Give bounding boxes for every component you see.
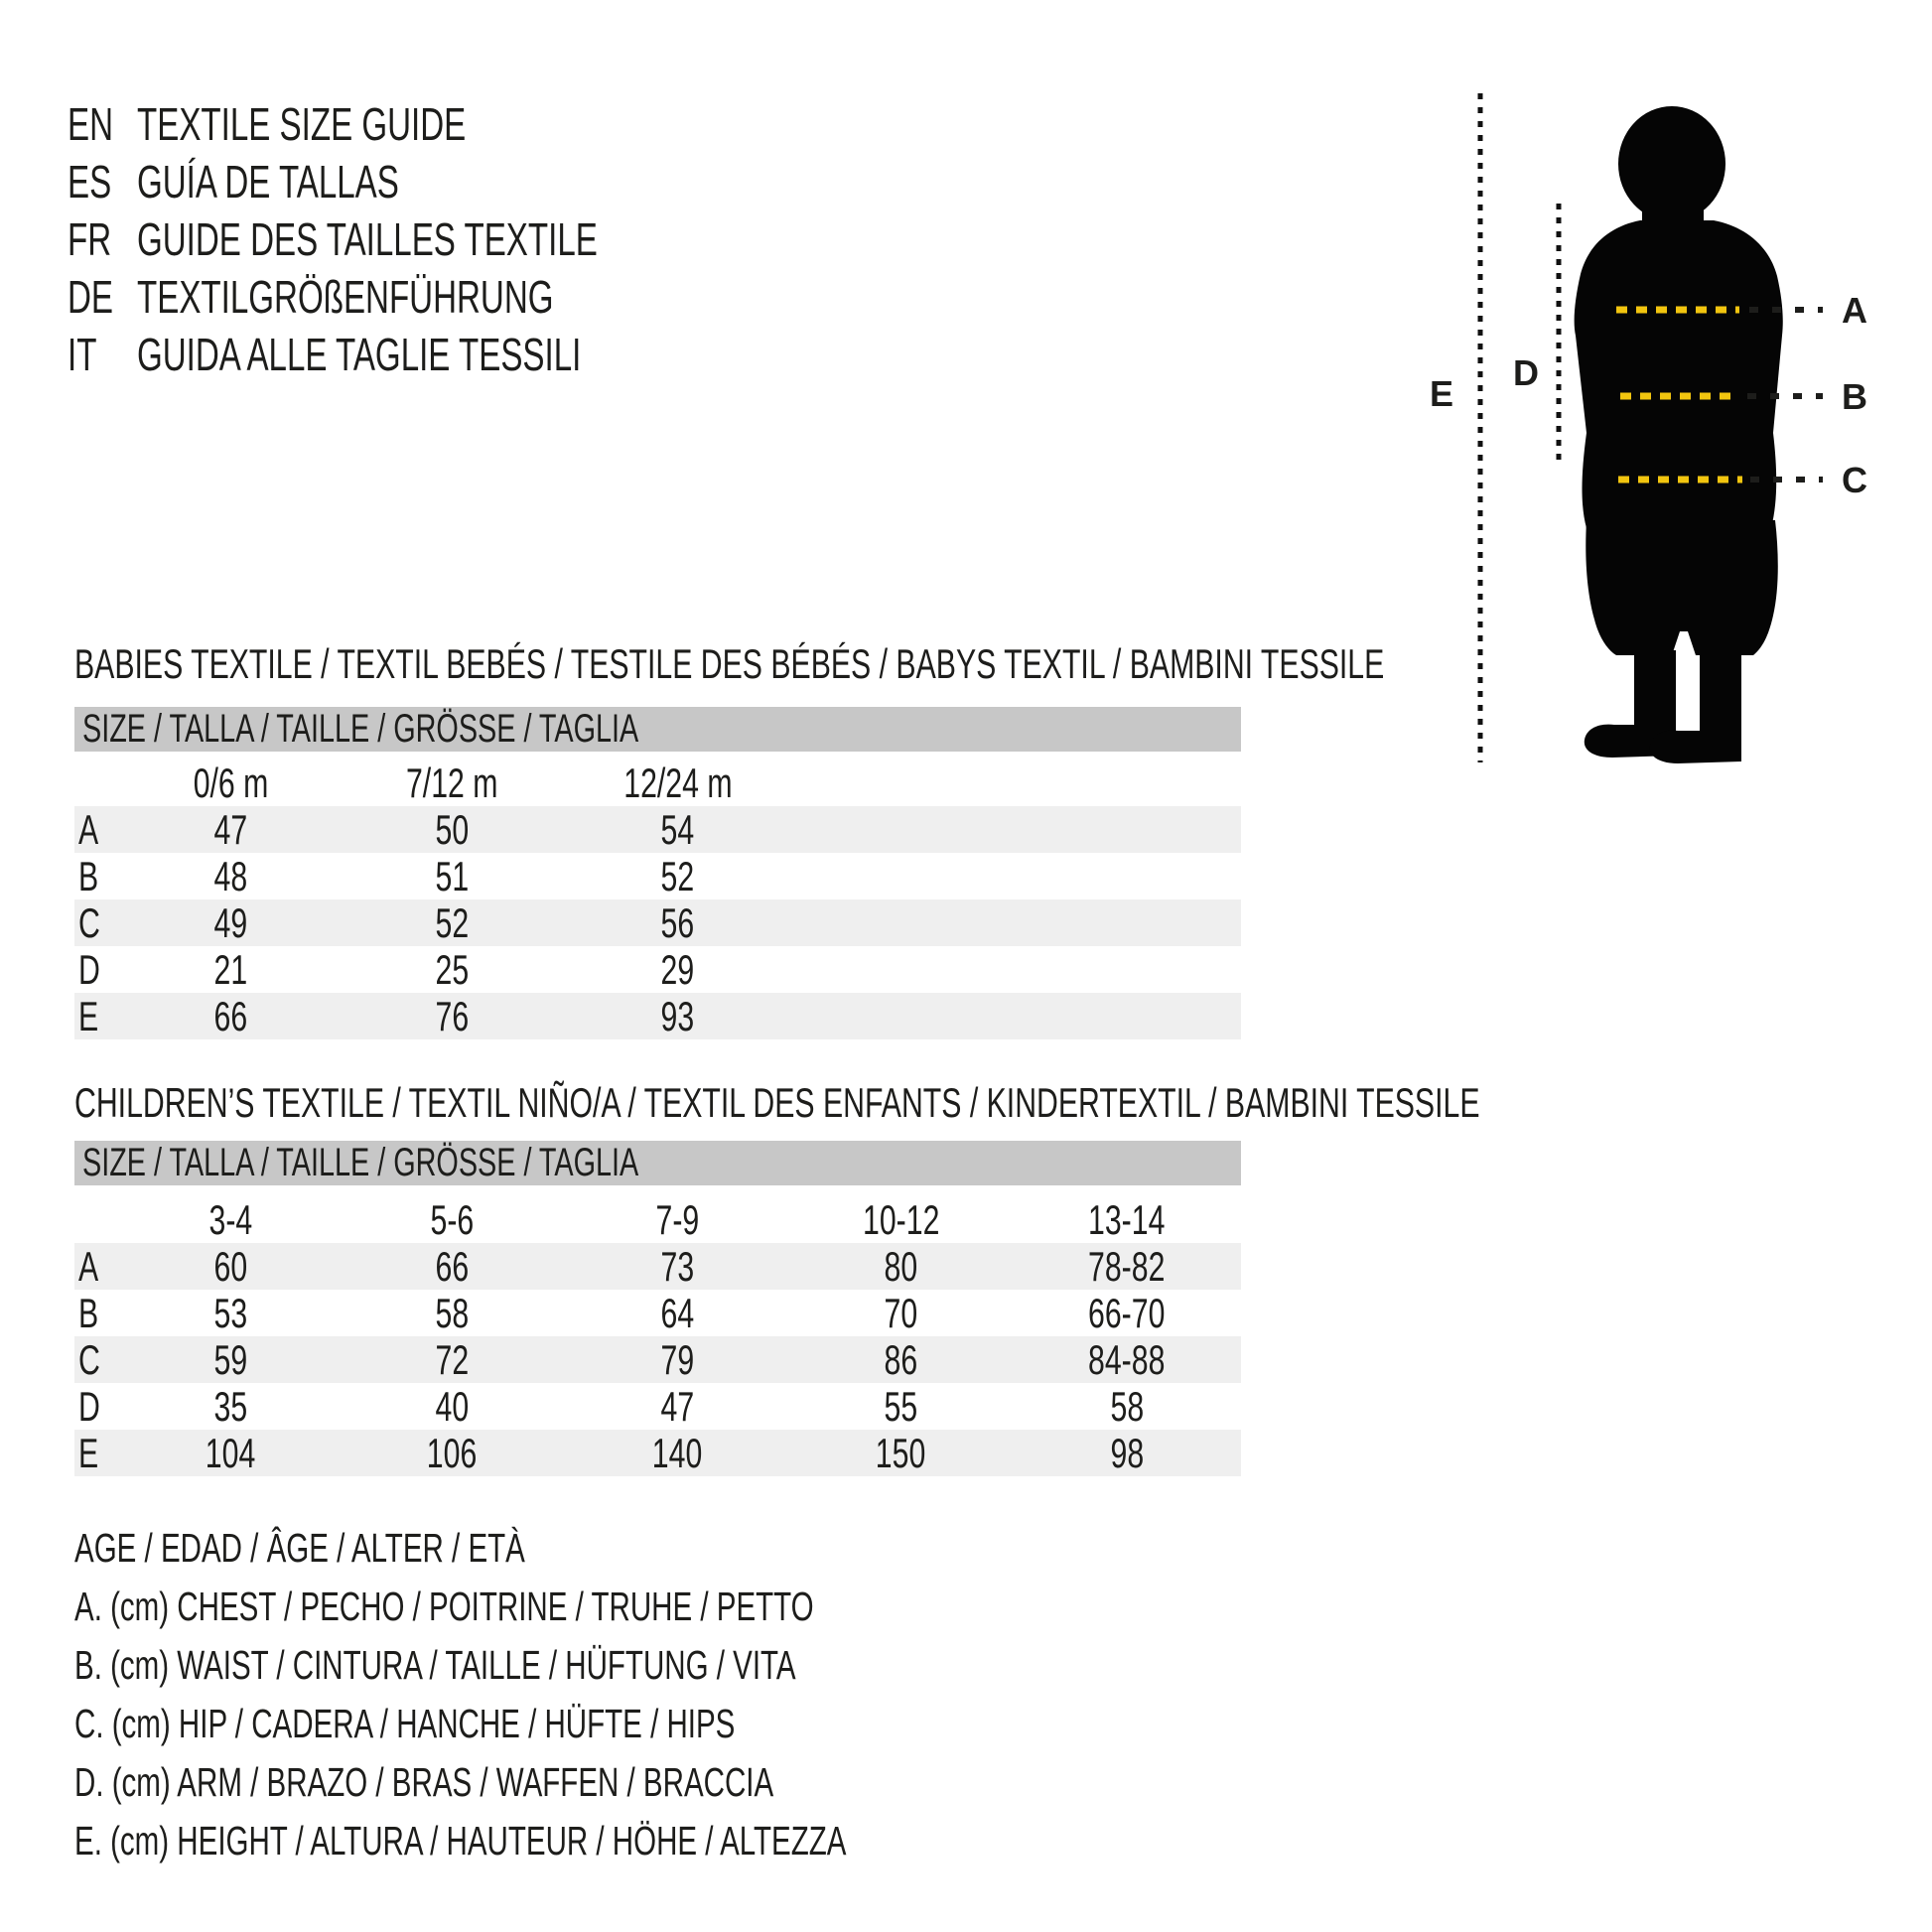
- row-label: [74, 946, 124, 994]
- cell-value-text: 48: [213, 853, 248, 899]
- legend-arm-text: D. (cm) ARM / BRAZO / BRAS / WAFFEN / BRACCIA: [74, 1759, 774, 1805]
- children-col-label: 10-12: [862, 1196, 940, 1243]
- language-code-it: IT: [68, 329, 97, 380]
- cell-value: [124, 946, 338, 994]
- cell-filler: [789, 899, 1241, 947]
- legend-age: [74, 1523, 700, 1573]
- language-code-de: DE: [68, 271, 114, 323]
- babies-row-b: [74, 853, 1241, 899]
- language-title-es: GUÍA DE TALLAS: [137, 156, 399, 207]
- children-row-c: [74, 1336, 1241, 1383]
- cell-value-text: 64: [660, 1290, 695, 1336]
- cell-value-text: 84-88: [1088, 1336, 1166, 1383]
- cell-value-text: 54: [660, 806, 695, 853]
- babies-row-a: [74, 806, 1241, 853]
- figure-label-c: C: [1842, 460, 1867, 500]
- cell-value: [566, 1336, 789, 1384]
- cell-value-text: 52: [660, 853, 695, 899]
- cell-value-text: 49: [213, 899, 248, 946]
- row-label: [74, 853, 124, 900]
- cell-filler: [789, 806, 1241, 854]
- row-label: [74, 1430, 124, 1477]
- cell-value-text: 86: [884, 1336, 918, 1383]
- cell-value: [1013, 1243, 1241, 1291]
- children-col-10-12: [789, 1196, 1013, 1244]
- cell-value: [566, 1383, 789, 1431]
- cell-value: [1013, 1290, 1241, 1337]
- children-header-spacer: [74, 1196, 124, 1244]
- babies-row-d: [74, 946, 1241, 993]
- cell-value: [124, 853, 338, 900]
- row-label: [74, 1336, 124, 1384]
- babies-col-7-12m: [338, 759, 566, 807]
- cell-value: [1013, 1336, 1241, 1384]
- children-header-row: [74, 1196, 1241, 1243]
- cell-value: [789, 1430, 1013, 1477]
- cell-value-text: 51: [435, 853, 469, 899]
- babies-col-0-6m: [124, 759, 338, 807]
- row-label: [74, 1290, 124, 1337]
- cell-value: [338, 1383, 566, 1431]
- children-row-d: [74, 1383, 1241, 1430]
- cell-value: [566, 1243, 789, 1291]
- babies-header-filler: [789, 759, 1241, 807]
- row-label: [74, 806, 124, 854]
- babies-col-12-24m: [566, 759, 789, 807]
- children-size-bar-text: SIZE / TALLA / TAILLE / GRÖSSE / TAGLIA: [82, 1141, 639, 1184]
- cell-value-text: 47: [660, 1383, 695, 1430]
- cell-value-text: 58: [1110, 1383, 1144, 1430]
- cell-value: [338, 1430, 566, 1477]
- cell-value-text: 78-82: [1088, 1243, 1166, 1290]
- row-label-text: D: [78, 1383, 100, 1430]
- cell-value: [1013, 1383, 1241, 1431]
- language-code-es: ES: [68, 156, 112, 207]
- babies-col-label: 12/24 m: [622, 759, 733, 806]
- cell-value: [338, 899, 566, 947]
- cell-value-text: 25: [435, 946, 469, 993]
- cell-value-text: 50: [435, 806, 469, 853]
- cell-value: [338, 1243, 566, 1291]
- legend-hip: [74, 1699, 992, 1748]
- children-section-title: [74, 1080, 1932, 1126]
- cell-value: [789, 1243, 1013, 1291]
- cell-value: [566, 993, 789, 1040]
- children-col-5-6: [338, 1196, 566, 1244]
- cell-value-text: 66-70: [1088, 1290, 1166, 1336]
- row-label: [74, 899, 124, 947]
- cell-value-text: 73: [660, 1243, 695, 1290]
- cell-value-text: 21: [213, 946, 248, 993]
- language-title-it: GUIDA ALLE TAGLIE TESSILI: [137, 329, 582, 380]
- row-label-text: E: [78, 1430, 99, 1476]
- row-label-text: C: [78, 1336, 100, 1383]
- cell-value: [338, 993, 566, 1040]
- cell-value-text: 72: [435, 1336, 469, 1383]
- figure-label-e: E: [1430, 373, 1454, 414]
- cell-value: [566, 853, 789, 900]
- cell-value-text: 76: [435, 993, 469, 1039]
- cell-value-text: 60: [213, 1243, 248, 1290]
- children-row-b: [74, 1290, 1241, 1336]
- row-label-text: B: [78, 853, 99, 899]
- cell-value: [124, 1290, 338, 1337]
- cell-value-text: 79: [660, 1336, 695, 1383]
- cell-value: [338, 946, 566, 994]
- cell-value-text: 58: [435, 1290, 469, 1336]
- cell-value-text: 140: [652, 1430, 703, 1476]
- language-code-fr: FR: [68, 213, 112, 265]
- cell-value: [789, 1383, 1013, 1431]
- cell-value-text: 52: [435, 899, 469, 946]
- cell-value-text: 35: [213, 1383, 248, 1430]
- cell-value-text: 104: [206, 1430, 256, 1476]
- cell-filler: [789, 853, 1241, 900]
- cell-value-text: 70: [884, 1290, 918, 1336]
- cell-value-text: 93: [660, 993, 695, 1039]
- cell-value: [124, 1243, 338, 1291]
- babies-section-title: [74, 641, 1893, 687]
- cell-value-text: 150: [876, 1430, 926, 1476]
- cell-value: [338, 1336, 566, 1384]
- cell-value: [566, 806, 789, 854]
- language-title-de: TEXTILGRÖßENFÜHRUNG: [137, 271, 554, 323]
- cell-value-text: 106: [426, 1430, 478, 1476]
- legend-waist-text: B. (cm) WAIST / CINTURA / TAILLE / HÜFTUNG / VITA: [74, 1642, 796, 1688]
- children-col-7-9: [566, 1196, 789, 1244]
- legend-arm: [74, 1757, 1045, 1807]
- legend-chest-text: A. (cm) CHEST / PECHO / POITRINE / TRUHE / PETTO: [74, 1584, 814, 1629]
- cell-value-text: 66: [213, 993, 248, 1039]
- cell-filler: [789, 993, 1241, 1040]
- legend-age-text: AGE / EDAD / ÂGE / ALTER / ETÀ: [74, 1525, 525, 1571]
- babies-size-bar: [74, 707, 1241, 752]
- legend-hip-text: C. (cm) HIP / CADERA / HANCHE / HÜFTE / HIPS: [74, 1701, 736, 1746]
- row-label-text: C: [78, 899, 100, 946]
- cell-value-text: 53: [213, 1290, 248, 1336]
- cell-value: [566, 1430, 789, 1477]
- cell-value-text: 47: [213, 806, 248, 853]
- cell-value: [566, 946, 789, 994]
- cell-value: [124, 1383, 338, 1431]
- children-col-3-4: [124, 1196, 338, 1244]
- children-row-a: [74, 1243, 1241, 1290]
- row-label-text: A: [78, 806, 99, 853]
- cell-value: [338, 806, 566, 854]
- row-label: [74, 993, 124, 1040]
- children-row-e: [74, 1430, 1241, 1476]
- row-label-text: B: [78, 1290, 99, 1336]
- children-col-label: 13-14: [1088, 1196, 1166, 1243]
- cell-value-text: 40: [435, 1383, 469, 1430]
- legend-height: [74, 1816, 1147, 1865]
- cell-value: [566, 899, 789, 947]
- cell-value-text: 29: [660, 946, 695, 993]
- babies-row-c: [74, 899, 1241, 946]
- legend-waist: [74, 1640, 1076, 1690]
- cell-value: [789, 1290, 1013, 1337]
- cell-value-text: 66: [435, 1243, 469, 1290]
- cell-value: [124, 993, 338, 1040]
- figure-label-a: A: [1842, 290, 1867, 331]
- children-col-label: 5-6: [430, 1196, 474, 1243]
- child-silhouette-diagram: [1390, 79, 1886, 794]
- cell-value: [338, 1290, 566, 1337]
- cell-value-text: 98: [1110, 1430, 1144, 1476]
- children-col-label: 3-4: [208, 1196, 253, 1243]
- children-col-label: 7-9: [655, 1196, 700, 1243]
- cell-value: [124, 1430, 338, 1477]
- cell-value: [789, 1336, 1013, 1384]
- legend-height-text: E. (cm) HEIGHT / ALTURA / HAUTEUR / HÖHE / ALTEZZA: [74, 1818, 847, 1863]
- row-label: [74, 1243, 124, 1291]
- cell-value: [338, 853, 566, 900]
- language-title-en: TEXTILE SIZE GUIDE: [137, 98, 467, 150]
- figure-label-d: D: [1513, 352, 1539, 393]
- legend-chest: [74, 1582, 1101, 1631]
- language-title-fr: GUIDE DES TAILLES TEXTILE: [137, 213, 598, 265]
- babies-size-bar-text: SIZE / TALLA / TAILLE / GRÖSSE / TAGLIA: [82, 707, 639, 751]
- children-col-13-14: [1013, 1196, 1241, 1244]
- children-section-title-text: CHILDREN’S TEXTILE / TEXTIL NIÑO/A / TEXTIL DES ENFANTS / KINDERTEXTIL / BAMBINI TESSILE: [74, 1079, 1480, 1126]
- cell-value: [124, 806, 338, 854]
- babies-header-row: [74, 759, 1241, 806]
- cell-value: [124, 1336, 338, 1384]
- babies-col-label: 7/12 m: [405, 759, 498, 806]
- cell-value: [1013, 1430, 1241, 1477]
- row-label-text: A: [78, 1243, 99, 1290]
- babies-header-spacer: [74, 759, 124, 807]
- babies-col-label: 0/6 m: [193, 759, 269, 806]
- row-label-text: D: [78, 946, 100, 993]
- cell-value-text: 55: [884, 1383, 918, 1430]
- cell-value-text: 56: [660, 899, 695, 946]
- cell-value: [124, 899, 338, 947]
- language-code-en: EN: [68, 98, 114, 150]
- measurement-figure: [1390, 79, 1886, 794]
- babies-section-title-text: BABIES TEXTILE / TEXTIL BEBÉS / TESTILE DES BÉBÉS / BABYS TEXTIL / BAMBINI TESSILE: [74, 640, 1385, 687]
- cell-value-text: 59: [213, 1336, 248, 1383]
- cell-filler: [789, 946, 1241, 994]
- row-label: [74, 1383, 124, 1431]
- figure-label-b: B: [1842, 376, 1867, 417]
- babies-row-e: [74, 993, 1241, 1039]
- children-size-bar: [74, 1141, 1241, 1185]
- row-label-text: E: [78, 993, 99, 1039]
- cell-value: [566, 1290, 789, 1337]
- cell-value-text: 80: [884, 1243, 918, 1290]
